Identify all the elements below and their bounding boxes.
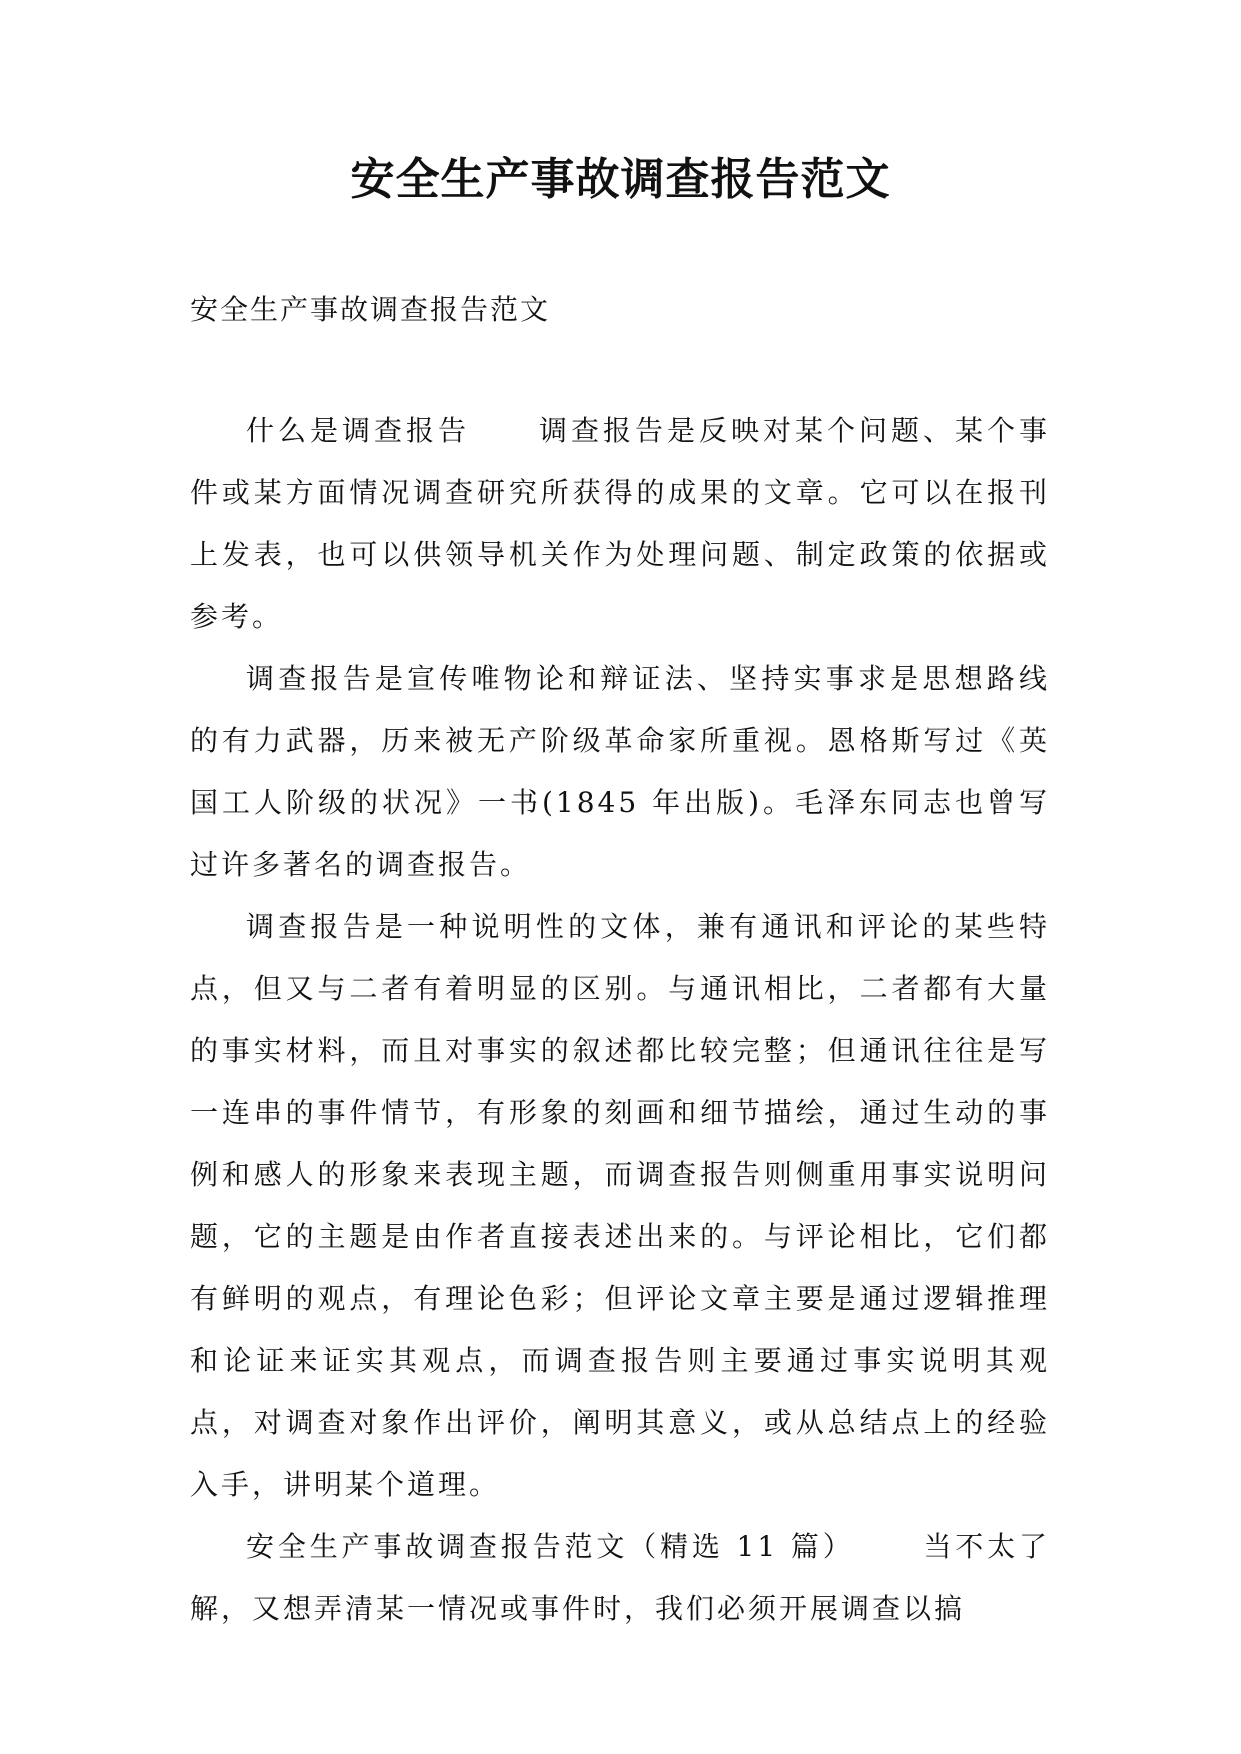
document-subtitle: 安全生产事故调查报告范文 xyxy=(190,293,551,326)
paragraph-2-text: 调查报告是宣传唯物论和辩证法、坚持实事求是思想路线的有力武器，历来被无产阶级革命家所重视。恩格斯写过《英国工人阶级的状况》一书(1845 年出版)。毛泽东同志也曾写过许多著名的调查报告。 xyxy=(190,662,1050,881)
paragraph-2 xyxy=(190,648,1050,896)
paragraph-3-text: 调查报告是一种说明性的文体，兼有通讯和评论的某些特点，但又与二者有着明显的区别。与通讯相比，二者都有大量的事实材料，而且对事实的叙述都比较完整；但通讯往往是写一连串的事件情节，有形象的刻画和细节描绘，通过生动的事例和感人的形象来表现主题，而调查报告则侧重用事实说明问题，它的主题是由作者直接表述出来的。与评论相比，它们都有鲜明的观点，有理论色彩；但评论文章主要是通过逻辑推理和论证来证实其观点，而调查报告则主要通过事实说明其观点，对调查对象作出评价，阐明其意义，或从总结点上的经验入手，讲明某个道理。 xyxy=(190,910,1050,1501)
paragraph-1 xyxy=(190,400,1050,648)
document-body xyxy=(190,400,1050,1640)
paragraph-1-lead: 什么是调查报告 xyxy=(246,414,470,447)
paragraph-1-text: 调查报告是反映对某个问题、某个事件或某方面情况调查研究所获得的成果的文章。它可以在报刊上发表，也可以供领导机关作为处理问题、制定政策的依据或参考。 xyxy=(190,414,1050,633)
document-title: 安全生产事故调查报告范文 xyxy=(350,154,891,205)
paragraph-4-lead: 安全生产事故调查报告范文（精选 11 篇） xyxy=(246,1530,855,1563)
paragraph-4-text: 当不太了解，又想弄清某一情况或事件时，我们必须开展调查以搞 xyxy=(190,1530,1050,1625)
paragraph-4 xyxy=(190,1516,1050,1640)
paragraph-3 xyxy=(190,896,1050,1516)
